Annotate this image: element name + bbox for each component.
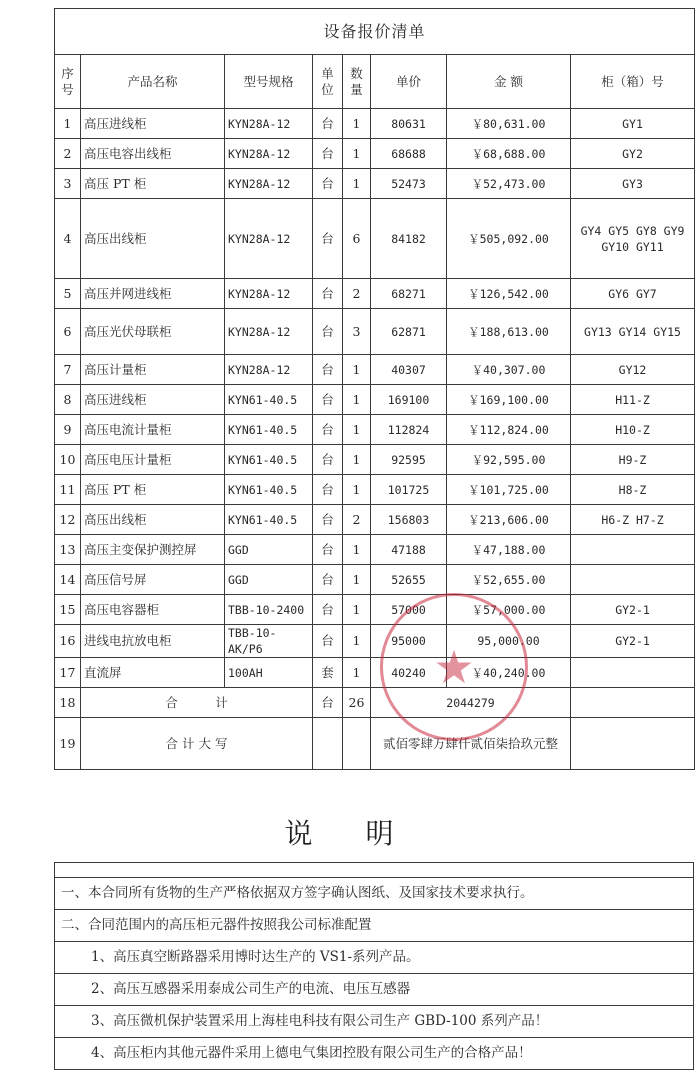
row-number: 6 [55, 309, 81, 355]
table-row [55, 565, 695, 595]
note-line: 一、本合同所有货物的生产严格依据双方签字确认图纸、及国家技术要求执行。 [55, 878, 693, 910]
unit: 台 [313, 595, 343, 625]
header-model: 型号规格 [225, 55, 313, 109]
cabinet-number: GY13 GY14 GY15 [571, 309, 695, 355]
total-words-no: 19 [55, 718, 81, 770]
amount: ￥40,307.00 [447, 355, 571, 385]
unit-price: 92595 [371, 445, 447, 475]
quantity: 1 [343, 565, 371, 595]
model-spec: GGD [225, 535, 313, 565]
unit-price: 52655 [371, 565, 447, 595]
table-row [55, 505, 695, 535]
row-number: 16 [55, 625, 81, 658]
quantity: 6 [343, 199, 371, 279]
unit-price: 156803 [371, 505, 447, 535]
unit-price: 57000 [371, 595, 447, 625]
product-name: 高压计量柜 [81, 355, 225, 385]
product-name: 高压进线柜 [81, 109, 225, 139]
amount: ￥505,092.00 [447, 199, 571, 279]
header-price: 单价 [371, 55, 447, 109]
product-name: 直流屏 [81, 658, 225, 688]
model-spec: KYN28A-12 [225, 139, 313, 169]
model-spec: KYN28A-12 [225, 199, 313, 279]
quantity: 1 [343, 109, 371, 139]
unit: 台 [313, 475, 343, 505]
amount: ￥80,631.00 [447, 109, 571, 139]
amount: ￥112,824.00 [447, 415, 571, 445]
seal-star-icon: ★ [433, 640, 475, 694]
table-row [55, 279, 695, 309]
quantity: 1 [343, 139, 371, 169]
total-no: 18 [55, 688, 81, 718]
quantity: 2 [343, 279, 371, 309]
total-words-row [55, 718, 695, 770]
amount: ￥57,000.00 [447, 595, 571, 625]
row-number: 3 [55, 169, 81, 199]
amount: ￥68,688.00 [447, 139, 571, 169]
product-name: 高压电容出线柜 [81, 139, 225, 169]
quantity: 1 [343, 445, 371, 475]
table-row [55, 355, 695, 385]
unit: 台 [313, 445, 343, 475]
model-spec: TBB-10-AK/P6 [225, 625, 313, 658]
unit-price: 47188 [371, 535, 447, 565]
product-name: 高压主变保护测控屏 [81, 535, 225, 565]
amount: ￥101,725.00 [447, 475, 571, 505]
unit: 台 [313, 625, 343, 658]
notes-box [54, 862, 694, 1070]
quantity: 1 [343, 535, 371, 565]
unit-price: 101725 [371, 475, 447, 505]
header-unit: 单 位 [313, 55, 343, 109]
unit: 套 [313, 658, 343, 688]
table-row [55, 595, 695, 625]
unit: 台 [313, 109, 343, 139]
unit-price: 80631 [371, 109, 447, 139]
header-name: 产品名称 [81, 55, 225, 109]
total-amount: 2044279 [371, 688, 571, 718]
unit-price: 62871 [371, 309, 447, 355]
product-name: 高压信号屏 [81, 565, 225, 595]
table-row [55, 139, 695, 169]
table-row [55, 309, 695, 355]
row-number: 8 [55, 385, 81, 415]
cabinet-number: GY1 [571, 109, 695, 139]
unit: 台 [313, 385, 343, 415]
unit-price: 84182 [371, 199, 447, 279]
product-name: 高压光伏母联柜 [81, 309, 225, 355]
row-number: 14 [55, 565, 81, 595]
row-number: 10 [55, 445, 81, 475]
model-spec: KYN28A-12 [225, 309, 313, 355]
total-label: 合 计 [81, 688, 313, 718]
unit-price: 68688 [371, 139, 447, 169]
model-spec: KYN61-40.5 [225, 445, 313, 475]
amount: ￥52,473.00 [447, 169, 571, 199]
amount: ￥126,542.00 [447, 279, 571, 309]
model-spec: KYN28A-12 [225, 279, 313, 309]
note-line: 4、高压柜内其他元器件采用上德电气集团控股有限公司生产的合格产品！ [91, 1045, 532, 1061]
product-name: 高压出线柜 [81, 505, 225, 535]
header-cabinet: 柜（箱）号 [571, 55, 695, 109]
unit: 台 [313, 565, 343, 595]
table-row [55, 535, 695, 565]
cabinet-number: GY2 [571, 139, 695, 169]
cabinet-number: H9-Z [571, 445, 695, 475]
cabinet-number: GY3 [571, 169, 695, 199]
unit-price: 40307 [371, 355, 447, 385]
note-line: 3、高压微机保护装置采用上海桂电科技有限公司生产 GBD-100 系列产品！ [55, 1006, 693, 1038]
unit-price: 169100 [371, 385, 447, 415]
row-number: 13 [55, 535, 81, 565]
product-name: 高压出线柜 [81, 199, 225, 279]
table-row [55, 415, 695, 445]
table-row [55, 109, 695, 139]
amount: ￥47,188.00 [447, 535, 571, 565]
row-number: 1 [55, 109, 81, 139]
table-row [55, 169, 695, 199]
quantity: 1 [343, 355, 371, 385]
unit: 台 [313, 169, 343, 199]
quantity: 1 [343, 595, 371, 625]
quantity: 1 [343, 415, 371, 445]
amount: ￥52,655.00 [447, 565, 571, 595]
amount: ￥169,100.00 [447, 385, 571, 415]
product-name: 进线电抗放电柜 [81, 625, 225, 658]
unit: 台 [313, 505, 343, 535]
quantity: 1 [343, 169, 371, 199]
model-spec: GGD [225, 565, 313, 595]
table-row [55, 475, 695, 505]
note-line: 二、合同范围内的高压柜元器件按照我公司标准配置 [55, 910, 693, 942]
note-line: 2、高压互感器采用泰成公司生产的电流、电压互感器 [55, 974, 693, 1006]
cabinet-number: H11-Z [571, 385, 695, 415]
model-spec: TBB-10-2400 [225, 595, 313, 625]
model-spec: KYN61-40.5 [225, 475, 313, 505]
table-row [55, 625, 695, 658]
amount: ￥213,606.00 [447, 505, 571, 535]
unit: 台 [313, 415, 343, 445]
quantity: 1 [343, 625, 371, 658]
header-amount: 金 额 [447, 55, 571, 109]
cabinet-number: GY6 GY7 [571, 279, 695, 309]
cabinet-number [571, 658, 695, 688]
total-words-text: 贰佰零肆万肆仟贰佰柒拾玖元整 [371, 718, 571, 770]
cabinet-number: H8-Z [571, 475, 695, 505]
notes-title: 说 明 [284, 817, 416, 850]
amount: ￥92,595.00 [447, 445, 571, 475]
note-line: 1、高压真空断路器采用博时达生产的 VS1-系列产品。 [55, 942, 693, 974]
product-name: 高压 PT 柜 [81, 169, 225, 199]
unit: 台 [313, 279, 343, 309]
quote-table [54, 8, 695, 770]
model-spec: KYN61-40.5 [225, 385, 313, 415]
product-name: 高压 PT 柜 [81, 475, 225, 505]
model-spec: KYN61-40.5 [225, 505, 313, 535]
product-name: 高压并网进线柜 [81, 279, 225, 309]
unit-price: 52473 [371, 169, 447, 199]
cabinet-number: GY12 [571, 355, 695, 385]
table-row [55, 385, 695, 415]
quantity: 1 [343, 658, 371, 688]
cabinet-number: H10-Z [571, 415, 695, 445]
table-title: 设备报价清单 [55, 9, 695, 55]
header-row [55, 55, 695, 109]
unit-price: 68271 [371, 279, 447, 309]
header-qty: 数 量 [343, 55, 371, 109]
cabinet-number: GY4 GY5 GY8 GY9 GY10 GY11 [571, 199, 695, 279]
cabinet-number: GY2-1 [571, 625, 695, 658]
row-number: 15 [55, 595, 81, 625]
cabinet-number [571, 565, 695, 595]
amount: ￥40,240.00 [447, 658, 571, 688]
row-number: 5 [55, 279, 81, 309]
cabinet-number [571, 535, 695, 565]
product-name: 高压进线柜 [81, 385, 225, 415]
total-qty: 26 [343, 688, 371, 718]
row-number: 9 [55, 415, 81, 445]
header-seq: 序 号 [55, 55, 81, 109]
amount: ￥188,613.00 [447, 309, 571, 355]
total-unit: 台 [313, 688, 343, 718]
unit: 台 [313, 139, 343, 169]
unit: 台 [313, 355, 343, 385]
unit: 台 [313, 199, 343, 279]
cabinet-number: H6-Z H7-Z [571, 505, 695, 535]
unit-price: 95000 [371, 625, 447, 658]
model-spec: KYN28A-12 [225, 355, 313, 385]
row-number: 4 [55, 199, 81, 279]
total-row [55, 688, 695, 718]
model-spec: KYN61-40.5 [225, 415, 313, 445]
quantity: 1 [343, 475, 371, 505]
amount: 95,000.00 [447, 625, 571, 658]
row-number: 12 [55, 505, 81, 535]
total-words-label: 合 计 大 写 [81, 718, 313, 770]
model-spec: KYN28A-12 [225, 109, 313, 139]
cabinet-number: GY2-1 [571, 595, 695, 625]
unit-price: 112824 [371, 415, 447, 445]
product-name: 高压电流计量柜 [81, 415, 225, 445]
row-number: 11 [55, 475, 81, 505]
quantity: 1 [343, 385, 371, 415]
table-body [55, 109, 695, 694]
row-number: 2 [55, 139, 81, 169]
quantity: 3 [343, 309, 371, 355]
row-number: 7 [55, 355, 81, 385]
unit-price: 40240 [371, 658, 447, 688]
quantity: 2 [343, 505, 371, 535]
unit: 台 [313, 535, 343, 565]
unit: 台 [313, 309, 343, 355]
model-spec: KYN28A-12 [225, 169, 313, 199]
product-name: 高压电压计量柜 [81, 445, 225, 475]
table-row [55, 658, 695, 688]
product-name: 高压电容器柜 [81, 595, 225, 625]
model-spec: 100AH [225, 658, 313, 688]
table-row [55, 199, 695, 279]
row-number: 17 [55, 658, 81, 688]
table-row [55, 445, 695, 475]
